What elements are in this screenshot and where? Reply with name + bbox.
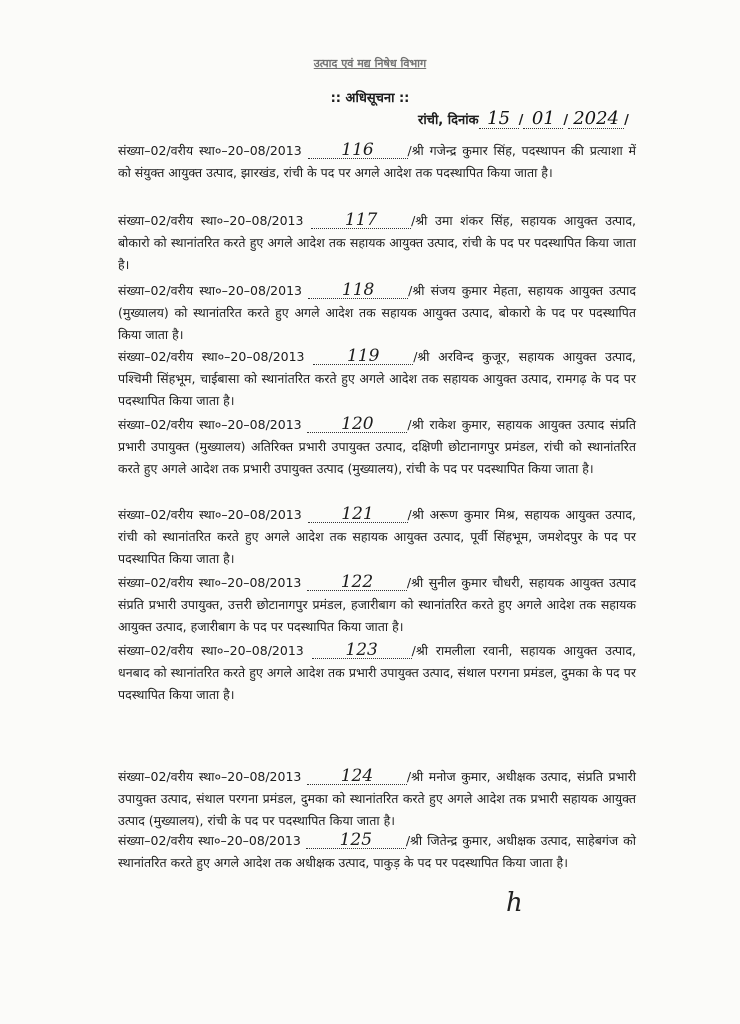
entry-reference: संख्या–02/वरीय स्था०–20–08/2013 — [118, 575, 302, 590]
entry-reference: संख्या–02/वरीय स्था०–20–08/2013 — [118, 833, 301, 848]
date-month: 01 — [523, 110, 563, 129]
entry-text: /श्री संजय कुमार मेहता, सहायक आयुक्त उत्पाद (मुख्यालय) को स्थानांतरित करते हुए अगले आदेश तक सहायक आयुक्त उत्पाद, बोकारो के पद पर पदस्थापित किया जाता है। — [118, 283, 636, 342]
date-day: 15 — [479, 110, 519, 129]
handwritten-initials: h — [506, 888, 523, 918]
entry-number: 125 — [306, 832, 406, 849]
entry-number: 121 — [308, 506, 408, 523]
entry-text: /श्री उमा शंकर सिंह, सहायक आयुक्त उत्पाद, बोकारो को स्थानांतरित करते हुए अगले आदेश तक सहायक आयुक्त उत्पाद, रांची के पद पर पदस्थापित किया जाता है। — [118, 213, 636, 272]
notification-entry — [118, 280, 636, 346]
entry-number: 117 — [311, 212, 411, 229]
notification-entry — [118, 830, 636, 874]
entry-text: /श्री सुनील कुमार चौधरी, सहायक आयुक्त उत्पाद संप्रति प्रभारी उपायुक्त, उत्तरी छोटानागपुर प्रमंडल, हजारीबाग को स्थानांतरित करते हुए अगले आदेश तक सहायक आयुक्त उत्पाद, हजारीबाग के पद पर पदस्थापित किया जाता है। — [118, 575, 636, 634]
entry-text: /श्री जितेन्द्र कुमार, अधीक्षक उत्पाद, साहेबगंज को स्थानांतरित करते हुए अगले आदेश तक अधीक्षक उत्पाद, पाकुड़ के पद पर पदस्थापित किया जाता है। — [118, 833, 636, 870]
notification-entry — [118, 766, 636, 832]
entry-text: /श्री राकेश कुमार, सहायक आयुक्त उत्पाद संप्रति प्रभारी उपायुक्त (मुख्यालय) अतिरिक्त प्रभारी उपायुक्त उत्पाद, दक्षिणी छोटानागपुर प्रमंडल, रांची को स्थानांतरित करते हुए अगले आदेश तक प्रभारी उपायुक्त उत्पाद (मुख्यालय), रांची के पद पर पदस्थापित किया जाता है। — [118, 417, 636, 476]
entry-reference: संख्या–02/वरीय स्था०–20–08/2013 — [118, 213, 304, 228]
notification-entry — [118, 572, 636, 638]
notice-title: :: अधिसूचना :: — [330, 91, 410, 106]
entry-text: /श्री मनोज कुमार, अधीक्षक उत्पाद, संप्रति प्रभारी उपायुक्त उत्पाद, संथाल परगना प्रमंडल, दुमका को स्थानांतरित करते हुए अगले आदेश तक प्रभारी सहायक आयुक्त उत्पाद (मुख्यालय), रांची के पद पर पदस्थापित किया जाता है। — [118, 769, 636, 828]
entry-reference: संख्या–02/वरीय स्था०–20–08/2013 — [118, 349, 305, 364]
entry-reference: संख्या–02/वरीय स्था०–20–08/2013 — [118, 769, 302, 784]
entry-number: 123 — [312, 642, 412, 659]
notification-entry — [118, 640, 636, 706]
place-date-line: रांची, दिनांक 15 / 01 / 2024 / — [418, 108, 629, 129]
entry-text: /श्री अरूण कुमार मिश्र, सहायक आयुक्त उत्पाद, रांची को स्थानांतरित करते हुए अगले आदेश तक सहायक आयुक्त उत्पाद, पूर्वी सिंहभूम, जमशेदपुर के पद पर पदस्थापित किया जाता है। — [118, 507, 636, 566]
entry-number: 118 — [308, 282, 408, 299]
entry-number: 120 — [307, 416, 407, 433]
entry-number: 124 — [307, 768, 407, 785]
notification-entry — [118, 140, 636, 184]
department-heading: उत्पाद एवं मद्य निषेध विभाग — [313, 57, 427, 70]
entry-text: /श्री रामलीला रवानी, सहायक आयुक्त उत्पाद, धनबाद को स्थानांतरित करते हुए अगले आदेश तक प्रभारी उपायुक्त उत्पाद, संथाल परगना प्रमंडल, दुमका के पद पर पदस्थापित किया जाता है। — [118, 643, 636, 702]
place-date-label: रांची, दिनांक — [418, 113, 479, 128]
date-year: 2024 — [568, 110, 624, 129]
notification-entry — [118, 346, 636, 412]
notification-entry — [118, 504, 636, 570]
notification-entry — [118, 210, 636, 276]
notification-entry — [118, 414, 636, 480]
entry-reference: संख्या–02/वरीय स्था०–20–08/2013 — [118, 143, 302, 158]
entry-number: 119 — [313, 348, 413, 365]
entry-text: /श्री गजेन्द्र कुमार सिंह, पदस्थापन की प्रत्याशा में को संयुक्त आयुक्त उत्पाद, झारखंड, रांची के पद पर अगले आदेश तक पदस्थापित किया जाता है। — [118, 143, 636, 180]
entry-number: 116 — [308, 142, 408, 159]
entry-number: 122 — [307, 574, 407, 591]
entry-reference: संख्या–02/वरीय स्था०–20–08/2013 — [118, 507, 302, 522]
entry-reference: संख्या–02/वरीय स्था०–20–08/2013 — [118, 643, 304, 658]
entry-reference: संख्या–02/वरीय स्था०–20–08/2013 — [118, 283, 302, 298]
entry-reference: संख्या–02/वरीय स्था०–20–08/2013 — [118, 417, 302, 432]
entry-text: /श्री अरविन्द कुजूर, सहायक आयुक्त उत्पाद, पश्चिमी सिंहभूम, चाईबासा को स्थानांतरित करते हुए अगले आदेश तक सहायक आयुक्त उत्पाद, रामगढ़ के पद पर पदस्थापित किया जाता है। — [118, 349, 636, 408]
